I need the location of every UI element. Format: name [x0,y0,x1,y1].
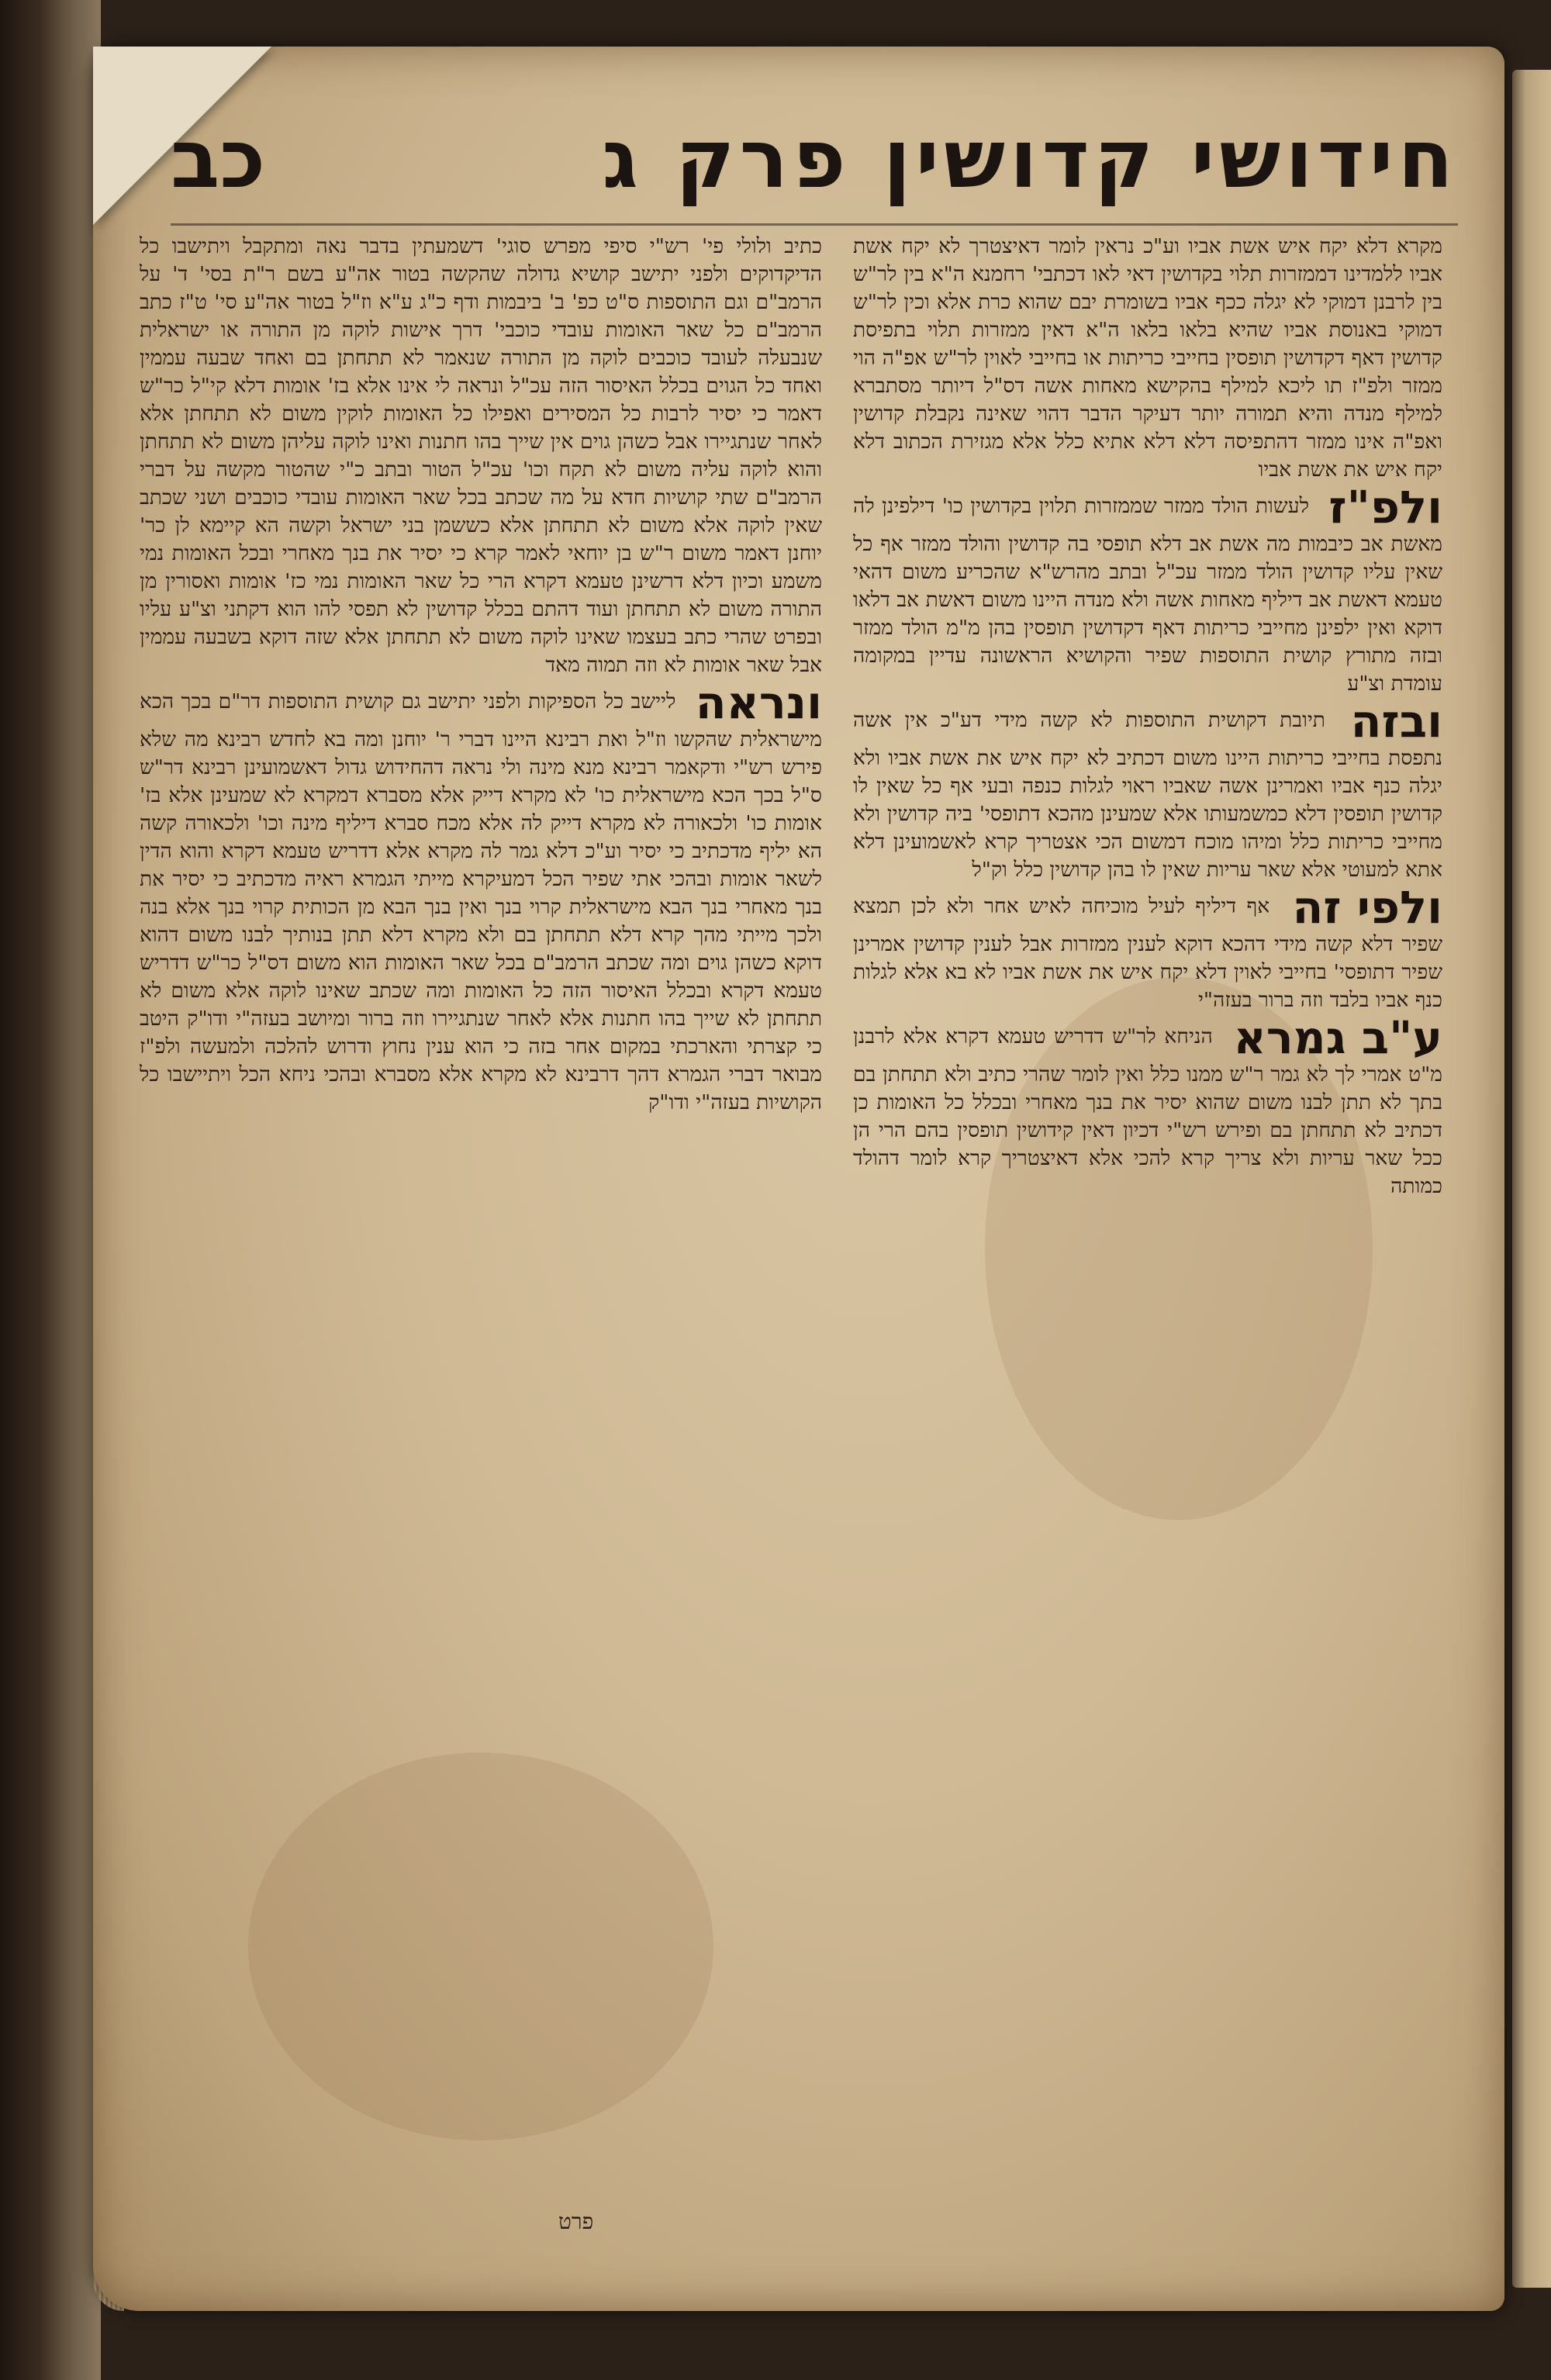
section-paragraph [853,881,1442,1014]
section-paragraph [853,1011,1442,1200]
section-text: הניחא לר"ש דדריש טעמא דקרא אלא לרבנן מ"ט אמרי לך לא גמר ר"ש ממנו כלל ואין לומר שהרי כתיב ולא תתחתן בם בתך לא תתן לבנו משום שהוא יסיר את בנך מאחרי ובכלל כל האומות כן דכתיב לא תתחתן בם ופירש רש"י דכיון דאין קידושין תופסין בהם הרי הן ככל שאר עריות ולא צריך קרא להכי אלא דאיצטריך קרא לומר דהולד כמותה [853,1024,1442,1198]
section-text: לעשות הולד ממזר שממזרות תלוין בקדושין כו' דילפינן לה מאשת אב כיבמות מה אשת אב דלא תופסי בה קדושין והולד ממזר אף כל שאין עליו קדושין הולד ממזר עכ"ל ובתב מהרש"א שהכריע משום דהאי טעמא דאשת אב דיליף מאחות אשה ולא מנדה היינו משום דאשת אב דלאו דוקא ואין ילפינן מחייבי כריתות דאף דקדושין תופסין בהן מ"מ הולד ממזר ובזה מתורץ קושית התוספות שפיר והקושיא הראשונה עדיין במקומה עומדת וצ"ע [853,494,1442,696]
section-text: אף דיליף לעיל מוכיחה לאיש אחר ולא לכן תמצא שפיר דלא קשה מידי דהכא דוקא לענין ממזרות אבל לענין קדושין אמרינן שפיר דתופסי' בחייבי לאוין דלא יקח איש את אשת אביו לא בא אלא לגלות כנף אביו בלבד וזה ברור בעזה"י [853,894,1442,1012]
running-title: חידושי קדושין פרק ג [602,112,1458,206]
section-lead-word: ולפי זה [1292,881,1442,934]
section-paragraph [853,481,1442,698]
header-rule [171,223,1458,226]
section-text: ליישב כל הספיקות ולפני יתישב גם קושית התוספות דר"ם בכך הכא מישראלית שהקשו וז"ל ואת רבינא היינו דברי ר' יוחנן ומה בא לחדש רבינא מה שלא פירש רש"י ודקאמר רבינא מנא מינה ולי נראה דהחידוש גדול דאשמועינן רבינא דר"ש ס"ל בכך הכא מישראלית כו' לא מקרא דייק אלא מסברא דמקרא לא שמעינן אלא בז' אומות כו' ולכאורה לא מקרא דייק לה אלא מכח סברא דיליף מינה וכו' ולכאורה קשה הא יליף מדכתיב כי יסיר וע"כ דלא גמר לה מקרא אלא דדריש טעמא דקרא והוא הדין לשאר אומות ובהכי אתי שפיר הכל דמעיקרא מייתי הגמרא ראיה מדכתיב כי יסיר את בנך מאחרי בנך הבא מישראלית קרוי בנך ואין בנך הבא מן הכותית קרוי בנך אלא בנה ולכך מייתי מהך קרא דלא תתחתן בם ולא מקרא דלא תתן בנותיך לבנו משום דהוא דוקא כשהן גוים ומה שכתב הרמב"ם בכל שאר האומות הוא משום דס"ל כר"ש דדריש טעמא דקרא ובכלל האיסור הזה כל האומות ומה שכתב שאינו לוקה אלא משום לא תתחתן לא שייך בהו חתנות אלא לאחר שנתגיירו וזה ברור ומיושב בעזה"י ודו"ק היטב כי קצרתי והארכתי במקום אחר בזה כי הוא ענין נחוץ ודרוש להלכה ולמעשה ולפ"ז מבואר דברי הגמרא דהך דרבינא לא מקרא אלא מסברא ובהכי ניחא הכל ויתיישבו כל הקושיות בעזה"י ודו"ק [140,689,822,1114]
section-paragraph [853,695,1442,884]
section-lead-word: ע"ב גמרא [1233,1011,1442,1064]
column-paragraph: מקרא דלא יקח איש אשת אביו וע"כ נראין לומר דאיצטרך לא יקח אשת אביו ללמדינו דממזרות תלוי בקדושין דאי לאו דכתבי' רחמנא ה"א בין לר"ש בין לרבנן דמוקי לא יגלה ככף אביו בשומרת יבם שהוא כרת אלא וכין לר"ש דמוקי באנוסת אביו שהיא בלאו בלאו ה"א דאין ממזרות תלוי בתפיסת קדושין דאף דקדושין תופסין בחייבי כריתות או בחייבי לאוין לר"ש אפ"ה הוי ממזר ולפ"ז תו ליכא למילף בהקישא מאחות אשה דס"ל דיותר מסתברא למילף מנדה והיא תמורה יותר דעיקר הדבר דהוי שאינה נקבלת קדושין ואפ"ה אינו ממזר דהתפיסה דלא דלא אתיא כלל אלא מגזירת הכתוב דלא יקח איש את אשת אביו [853,234,1442,482]
section-lead-word: ולפ"ז [1328,481,1442,534]
column-paragraph: כתיב ולולי פי' רש"י סיפי מפרש סוגי' דשמעתין בדבר נאה ומתקבל ויתישבו כל הדיקדוקים ולפני יתישב קושיא גדולה שהקשה בטור אה"ע בשם ר"ת בסי' ד' על הרמב"ם וגם התוספות ס"ט כפ' ב' ביבמות ודף כ"ג ע"א וז"ל בטור אה"ע סי' ט"ז כתב הרמב"ם כל שאר האומות עובדי כוכבי' דרך אישות לוקה מן התורה או ישראלית שנבעלה לעובד כוכבים לוקה מן התורה שנאמר לא תתחתן בם ואחד שבעה עממין ואחד כל הגוים בכלל האיסור הזה עכ"ל ונראה לי אינו אלא בז' אומות דלא קי"ל כר"ש דאמר כי יסיר לרבות כל המסירים ואפילו כל האומות לוקין משום לא תתחתן אלא לאחר שנתגיירו אבל כשהן גוים אין שייך בהו חתנות ואינו לוקה עליהן משום לא תתחתן והוא לוקה עליה משום לא תקח וכו' עכ"ל הטור ובתב כ"י שהטור מקשה על דברי הרמב"ם שתי קושיות חדא על מה שכתב בכל שאר האומות עובדי כוכבים ושני שכתב שאין לוקה אלא משום לא תתחתן אלא כששמן בני ישראל וקשה הא קיימא לן כר' יוחנן דאמר משום ר"ש בן יוחאי לאמר קרא כי יסיר את בנך מאחרי ובכל האומות נמי משמע וכיון דלא דרשינן טעמא דקרא הרי כל שאר האומות נמי כז' אומות ואסורין מן התורה משום לא תתחתן ועוד דהתם בכלל קדושין לא תפסי להו הוא דקתני וצ"ע עליו ובפרט שהרי כתב בעצמו שאינו לוקה משום לא תתחתן אלא שזה דוקא בשבעה עממין אבל שאר אומות לא וזה תמוה מאד [140,234,822,677]
section-paragraph [140,676,822,1117]
section-text: תיובת דקושית התוספות לא קשה מידי דע"כ אין אשה נתפסת בחייבי כריתות היינו משום דכתיב לא יקח איש את אשת אביו ולא יגלה כנף אביו ואמרינן אשה שאביו ראוי לגלות כנפה ובעי אף כל שאין לו קדושין תופסין דלא כמשמעותו אלא שמעינן מהכא דתופסי' ביה קדושין ולא מחייבי כריתות כלל ומיהו מוכח דמשום הכי אצטריך קרא לאשמועינן דלא אתא למעוטי אלא שאר עריות שאין לו בהן קדושין כלל וק"ל [853,708,1442,882]
right-text-column [853,233,1442,2241]
catchword: פרט [558,2209,594,2234]
page-header [171,93,1458,225]
facing-page-edge [1512,70,1551,2288]
left-text-column [140,233,822,2241]
section-lead-word: ונראה [695,676,822,729]
book-binding-edge [0,0,101,2380]
folio-number: כב [171,112,266,206]
section-lead-word: ובזה [1350,695,1442,748]
